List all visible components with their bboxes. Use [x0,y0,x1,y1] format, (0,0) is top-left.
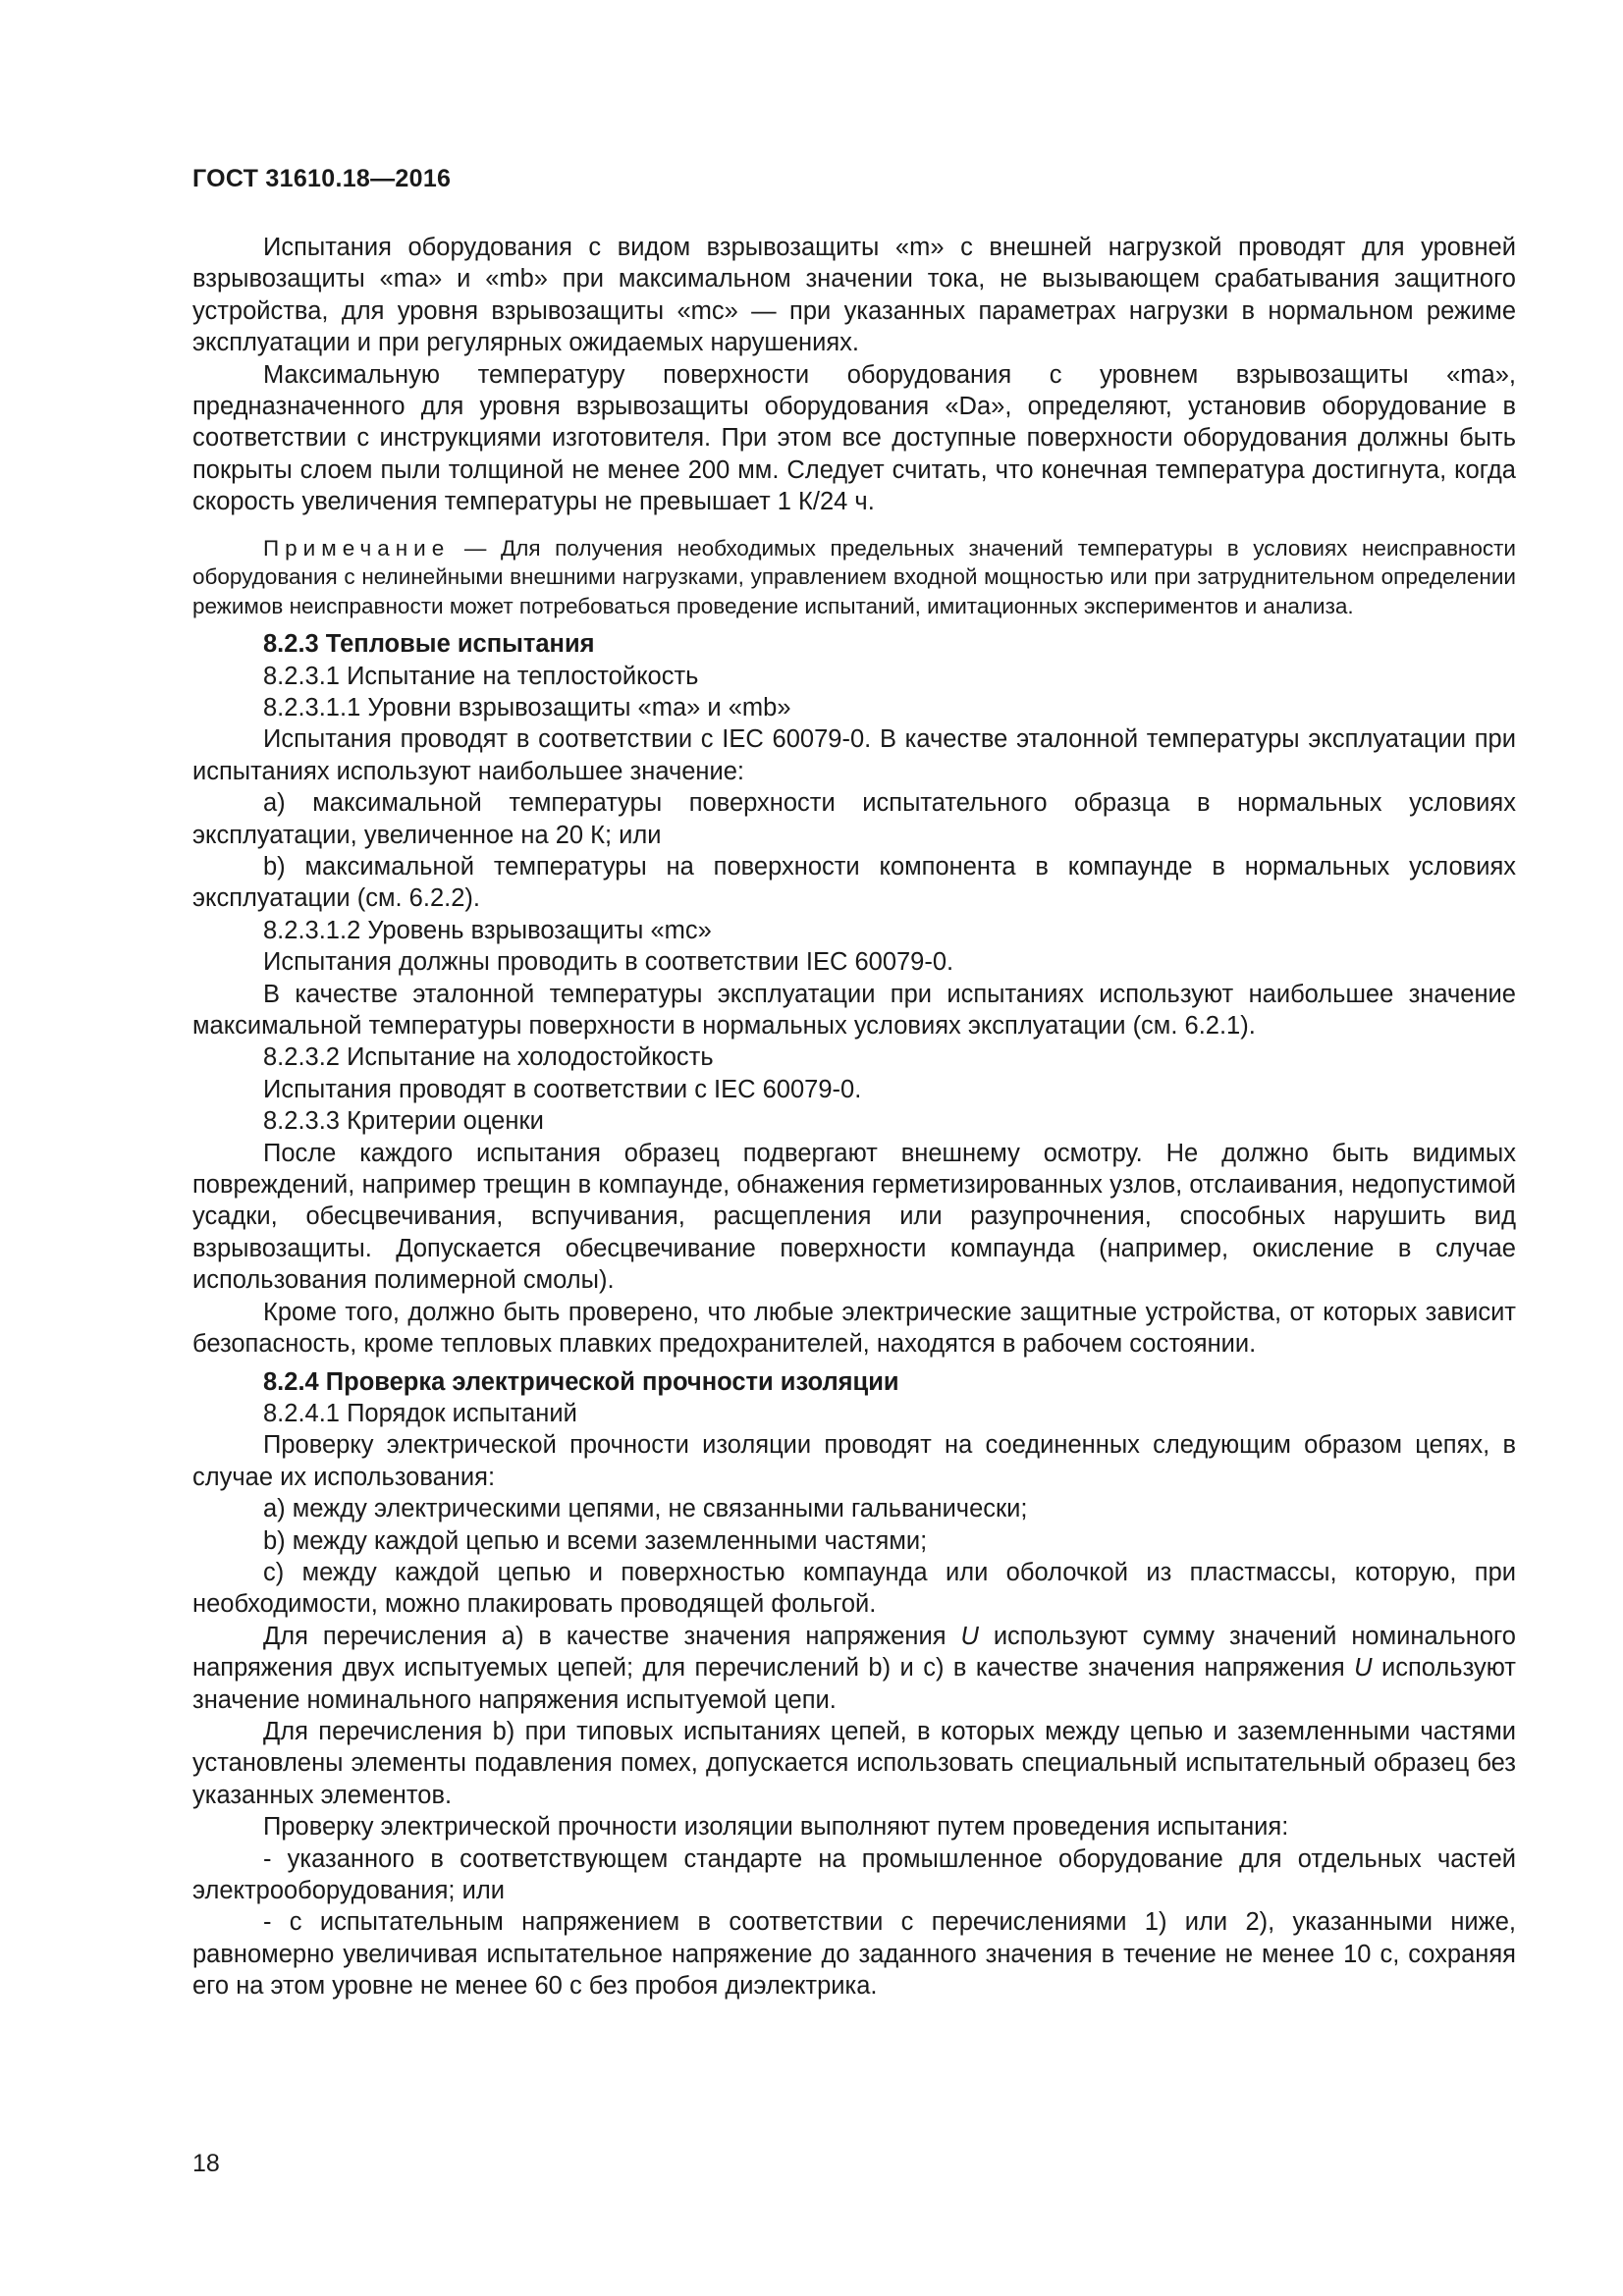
text-run: используют значение номинального напряжения испытуемой цепи. [192,1654,1516,1714]
section-heading: 8.2.3 Тепловые испытания [263,630,595,659]
paragraph: Проверку электрической прочности изоляции проводят на соединенных следующим образом цепях, в случае их использования: [192,1431,1516,1491]
subsection-heading: 8.2.3.2 Испытание на холодостойкость [263,1043,714,1072]
paragraph: Испытания проводят в соответствии с IEC 60079-0. [263,1075,862,1103]
document-body [192,232,1516,2002]
list-item: b) максимальной температуры на поверхности компонента в компаунде в нормальных условиях эксплуатации (см. 6.2.2). [192,853,1516,913]
paragraph: Испытания оборудования с видом взрывозащиты «m» с внешней нагрузкой проводят для уровней взрывозащиты «ma» и «mb» при максимальном значении тока, не вызывающем срабатывания защитного устройства, для уровня взрывозащиты «mc» — при указанных параметрах нагрузки в нормальном режиме эксплуатации и при регулярных ожидаемых нарушениях. [192,234,1516,357]
note-text: — Для получения необходимых предельных значений температуры в условиях неисправности оборудования с нелинейными внешними нагрузками, управлением входной мощностью или при затруднительном определении режимов неисправности может потребоваться проведение испытаний, имитационных экспериментов и анализа. [192,535,1516,618]
symbol-u: U [1354,1654,1373,1682]
page-number: 18 [192,2150,220,2177]
paragraph: Кроме того, должно быть проверено, что любые электрические защитные устройства, от которых зависит безопасность, кроме тепловых плавких предохранителей, находятся в рабочем состоянии. [192,1298,1516,1359]
list-item: - с испытательным напряжением в соответствии с перечислениями 1) или 2), указанными ниже, равномерно увеличивая испытательное напряжение до заданного значения в течение не менее 10 с, сохраняя его на этом уровне не менее 60 с без пробоя диэлектрика. [192,1908,1516,2001]
subsection-heading: 8.2.4.1 Порядок испытаний [263,1399,577,1427]
note [192,534,1516,621]
list-item: a) максимальной температуры поверхности испытательного образца в нормальных условиях эксплуатации, увеличенное на 20 К; или [192,789,1516,849]
subsection-heading: 8.2.3.1.1 Уровни взрывозащиты «ma» и «mb» [263,693,791,721]
note-label: Примечание [263,535,451,561]
list-item: c) между каждой цепью и поверхностью компаунда или оболочкой из пластмассы, которую, при необходимости, можно плакировать проводящей фольгой. [192,1558,1516,1619]
subsection-heading: 8.2.3.1.2 Уровень взрывозащиты «mc» [263,916,712,944]
list-item: - указанного в соответствующем стандарте на промышленное оборудование для отдельных частей электрооборудования; или [192,1844,1516,1904]
subsection-heading: 8.2.3.3 Критерии оценки [263,1107,544,1136]
paragraph [192,1621,1516,1716]
text-run: используют сумму значений номинального напряжения двух испытуемых цепей; для перечислений b) и c) в качестве значения напряжения [192,1622,1516,1682]
list-item: a) между электрическими цепями, не связанными гальванически; [263,1495,1028,1523]
subsection-heading: 8.2.3.1 Испытание на теплостойкость [263,662,699,690]
section-heading: 8.2.4 Проверка электрической прочности изоляции [263,1367,899,1396]
text-run: Для перечисления a) в качестве значения напряжения [263,1622,961,1650]
list-item: b) между каждой цепью и всеми заземленными частями; [263,1526,928,1555]
paragraph: Для перечисления b) при типовых испытаниях цепей, в которых между цепью и заземленными частями установлены элементы подавления помех, допускается использовать специальный испытательный образец без указанных элементов. [192,1717,1516,1809]
paragraph: Максимальную температуру поверхности оборудования с уровнем взрывозащиты «ma», предназначенного для уровня взрывозащиты оборудования «Da», определяют, установив оборудование в соответствии с инструкциями изготовителя. При этом все доступные поверхности оборудования должны быть покрыты слоем пыли толщиной не менее 200 мм. Следует считать, что конечная температура достигнута, когда скорость увеличения температуры не превышает 1 К/24 ч. [192,360,1516,516]
paragraph: Испытания проводят в соответствии с IEC 60079-0. В качестве эталонной температуры эксплуатации при испытаниях используют наибольшее значение: [192,725,1516,785]
paragraph: Проверку электрической прочности изоляции выполняют путем проведения испытания: [263,1813,1289,1842]
paragraph: Испытания должны проводить в соответствии IEC 60079-0. [263,948,954,977]
symbol-u: U [960,1622,979,1650]
document-header: ГОСТ 31610.18—2016 [192,165,452,192]
paragraph: В качестве эталонной температуры эксплуатации при испытаниях используют наибольшее значение максимальной температуры поверхности в нормальных условиях эксплуатации (см. 6.2.1). [192,980,1516,1041]
paragraph: После каждого испытания образец подвергают внешнему осмотру. Не должно быть видимых повреждений, например трещин в компаунде, обнажения герметизированных узлов, отслаивания, недопустимой усадки, обесцвечивания, вспучивания, расщепления или разупрочнения, способных нарушить вид взрывозащиты. Допускается обесцвечивание поверхности компаунда (например, окисление в случае использования полимерной смолы). [192,1139,1516,1295]
